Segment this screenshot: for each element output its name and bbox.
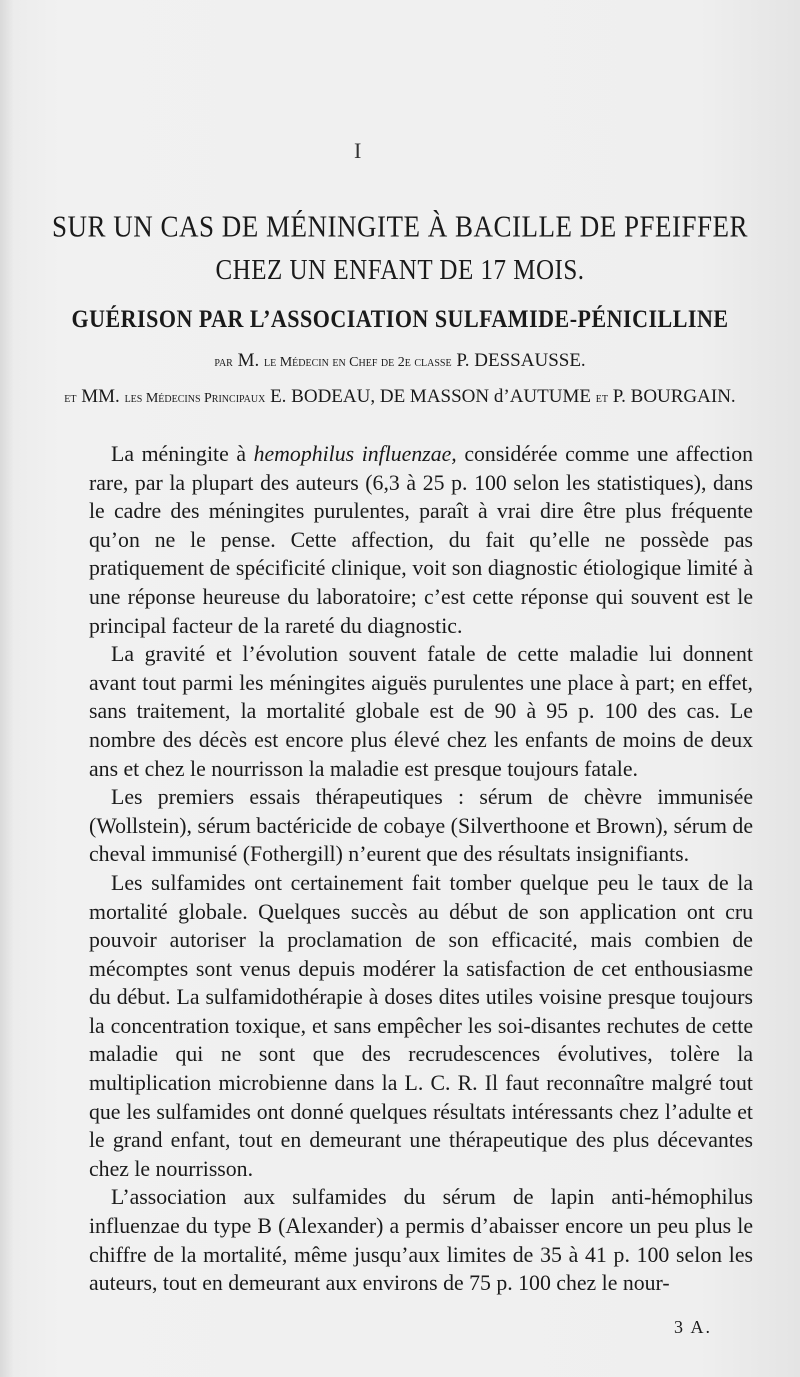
author-role-2: les Médecins Principaux	[124, 391, 266, 406]
author-line-1	[0, 350, 800, 372]
paragraph-1-italic: hemophilus influenzae,	[253, 442, 457, 466]
page-mark: I	[354, 138, 362, 163]
page-marker: 3 A.	[674, 1317, 713, 1337]
paragraph-1-start: La méningite à	[111, 442, 254, 466]
paragraph-2: La gravité et l’évolution souvent fatale de cette maladie lui donnent avant tout parmi les méningites aiguës purulentes une place à part; en effet, sans traitement, la mortalité globale est de 90 à 95 p. 100 des cas. Le nombre des décès est encore plus élevé chez les enfants de moins de deux ans et chez le nourrisson la maladie est presque toujours fatale.	[89, 642, 753, 781]
author-line-2	[0, 386, 800, 408]
paragraph-1	[89, 440, 753, 640]
author-names-2: E. BODEAU, DE MASSON d’AUTUME	[270, 386, 591, 407]
author-par: par	[214, 355, 233, 370]
author-name-1: P. DESSAUSSE.	[456, 350, 586, 371]
author-role-1: le Médecin en Chef de 2e classe	[264, 355, 452, 370]
title-line-1: SUR UN CAS DE MÉNINGITE À BACILLE DE PFEIFFER	[51, 208, 749, 244]
paragraph-5: L’association aux sulfamides du sérum de lapin anti-hémophilus influenzae du type B (Alexander) a permis d’abaisser encore un peu plus le chiffre de la mortalité, même jusqu’aux limites de 35 à 41 p. 100 selon les auteurs, tout en demeurant aux environs de 75 p. 100 chez le nour-	[89, 1185, 753, 1296]
subtitle: GUÉRISON PAR L’ASSOCIATION SULFAMIDE-PÉNICILLINE	[71, 304, 729, 333]
author-name-3: P. BOURGAIN.	[612, 386, 736, 407]
paragraph-4: Les sulfamides ont certainement fait tomber quelque peu le taux de la mortalité globale. Quelques succès au début de son application ont cru pouvoir autoriser la proclamation de son efficacité, mais combien de mécomptes sont venus depuis modérer la satisfaction de cet enthousiasme du début. La sulfamidothérapie à doses dites utiles voisine presque toujours la concentration toxique, et sans empêcher les soi-disantes rechutes de cette maladie qui ne sont que des recrudescences évolutives, tolère la multiplication microbienne dans la L. C. R. Il faut reconnaître malgré tout que les sulfamides ont donné quelques résultats intéressants chez l’adulte et le grand enfant, tout en demeurant une thérapeutique des plus décevantes chez le nourrisson.	[89, 870, 753, 1181]
author-et-2: et	[595, 391, 608, 406]
author-m: M.	[237, 350, 260, 371]
paragraph-1-rest: considérée comme une affection rare, par la plupart des auteurs (6,3 à 25 p. 100 selon les statistiques), dans le cadre des méningites purulentes, paraît à vrai dire être plus fréquente qu’on ne le pense. Cette affection, du fait qu’elle ne possède pas pratiquement de spécificité clinique, voit son diagnostic étiologique limité à une réponse heureuse du laboratoire; c’est cette réponse qui souvent est le principal facteur de la rareté du diagnostic.	[89, 442, 753, 638]
article-body	[89, 440, 753, 1298]
author-et: et	[64, 391, 77, 406]
author-mm: MM.	[81, 386, 120, 407]
title-line-2: CHEZ UN ENFANT DE 17 MOIS.	[215, 254, 585, 286]
paragraph-3: Les premiers essais thérapeutiques : sérum de chèvre immunisée (Wollstein), sérum bactéricide de cobaye (Silverthoone et Brown), sérum de cheval immunisé (Fothergill) n’eurent que des résultats insignifiants.	[89, 785, 753, 867]
